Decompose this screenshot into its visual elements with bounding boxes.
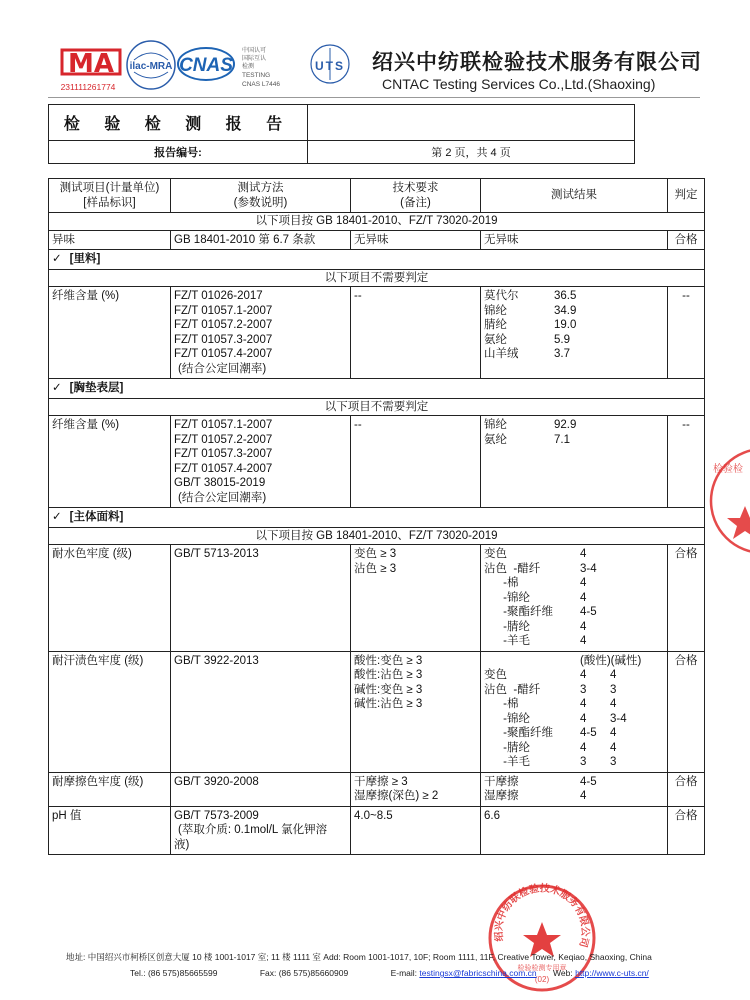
lining-req: -- [351,287,481,379]
report-title: 检 验 检 测 报 告 [49,105,308,141]
banner-no-judge-2: 以下项目不需要判定 [49,398,705,416]
chest-methods: FZ/T 01057.1-2007 FZ/T 01057.2-2007 FZ/T 01057.3-2007 FZ/T 01057.4-2007 GB/T 38015-2019 (结合公定回潮率) [171,416,351,508]
results-table [48,178,705,855]
check-icon: ✓ [52,382,62,394]
header-divider [48,97,700,98]
rub-req: 干摩擦 ≥ 3 湿摩擦(深色) ≥ 2 [351,772,481,806]
lining-judge: -- [668,287,705,379]
header-item: 测试项目(计量单位) [样品标识] [49,179,171,213]
table-header-row [49,179,705,213]
cnas-cn-3: 检测 [242,63,255,70]
uts-logo [308,42,352,92]
water-results: 变色 4 沾色 -醋纤 3-4 -棉 4 -锦纶 4 -聚酯纤维 4-5 -腈纶 4 -羊毛 4 [481,545,668,652]
header-req: 技术要求 (备注) [351,179,481,213]
section-lining: ✓ [里料] [49,250,705,270]
banner-standard-2: 以下项目按 GB 18401-2010、FZ/T 73020-2019 [49,527,705,545]
report-title-blank [308,105,635,141]
table-row [49,416,705,508]
cnas-cn-1: 中国认可 [242,47,267,54]
header-result: 测试结果 [481,179,668,213]
section-row [49,379,705,399]
ph-method: GB/T 7573-2009 (萃取介质: 0.1mol/L 氯化钾溶 液) [171,806,351,855]
cnas-testing: TESTING [242,72,271,79]
sweat-judge: 合格 [668,651,705,772]
odor-method: GB 18401-2010 第 6.7 条款 [171,230,351,250]
water-req: 变色 ≥ 3 沾色 ≥ 3 [351,545,481,652]
rub-method: GB/T 3920-2008 [171,772,351,806]
cnas-code: CNAS L7446 [242,81,280,88]
lining-results: 莫代尔 36.5 锦纶 34.9 腈纶 19.0 氨纶 5.9 山羊绒 3.7 [481,287,668,379]
chest-req: -- [351,416,481,508]
footer-email-label: E-mail: [390,968,420,978]
check-icon: ✓ [52,253,62,265]
footer-address: 地址: 中国绍兴市柯桥区创意大厦 10 楼 1001-1017 室; 11 楼 1111 室 Add: Room 1001-1017, 10F; Room 1111, 11F, Creative Tower, Keqiao, Shaoxing, China [66,952,652,962]
water-method: GB/T 5713-2013 [171,545,351,652]
sweat-req: 酸性:变色 ≥ 3 酸性:沾色 ≥ 3 碱性:变色 ≥ 3 碱性:沾色 ≥ 3 [351,651,481,772]
section-chest: ✓ [胸垫表层] [49,379,705,399]
sweat-item: 耐汗渍色牢度 (级) [49,651,171,772]
cma-logo-text: MA [68,49,114,79]
sweat-results: (酸性)(碱性) 变色 4 4 沾色 -醋纤 3 3 -棉 4 4 -锦纶 4 3-4 -聚酯纤维 4-5 4 -腈纶 4 4 -羊毛 3 3 [481,651,668,772]
odor-item: 异味 [49,230,171,250]
odor-judge: 合格 [668,230,705,250]
sweat-method: GB/T 3922-2013 [171,651,351,772]
rub-results: 干摩擦 4-5 湿摩擦 4 [481,772,668,806]
lining-methods: FZ/T 01026-2017 FZ/T 01057.1-2007 FZ/T 01057.2-2007 FZ/T 01057.3-2007 FZ/T 01057.4-2007 (结合公定回潮率) [171,287,351,379]
cma-logo [56,44,126,96]
header-judge: 判定 [668,179,705,213]
ph-result: 6.6 [481,806,668,855]
footer-contact [130,968,649,978]
odor-req: 无异味 [351,230,481,250]
table-row [49,230,705,250]
seal-sub-text: 检验检测专用章 [517,964,567,972]
page-info: 第 2 页，共 4 页 [308,141,635,164]
table-row [49,651,705,772]
chest-item: 纤维含量 (%) [49,416,171,508]
cma-number: 231111261774 [60,82,116,92]
lining-item: 纤维含量 (%) [49,287,171,379]
report-title-table [48,104,635,164]
banner-standard-1: 以下项目按 GB 18401-2010、FZ/T 73020-2019 [49,213,705,231]
cnas-logo-text: CNAS [179,55,233,76]
table-row [49,806,705,855]
chest-judge: -- [668,416,705,508]
table-row [49,398,705,416]
ph-req: 4.0~8.5 [351,806,481,855]
rub-judge: 合格 [668,772,705,806]
footer-web-link[interactable]: http://www.c-uts.cn/ [575,968,649,978]
water-item: 耐水色牢度 (级) [49,545,171,652]
report-number-label: 报告编号: [49,141,308,164]
company-name-en: CNTAC Testing Services Co.,Ltd.(Shaoxing) [382,76,656,92]
ph-item: pH 值 [49,806,171,855]
side-seal-stamp [705,446,750,556]
banner-no-judge-1: 以下项目不需要判定 [49,269,705,287]
section-row [49,250,705,270]
odor-result: 无异味 [481,230,668,250]
water-judge: 合格 [668,545,705,652]
cnas-cn-2: 国际互认 [242,55,267,62]
rub-item: 耐摩擦色牢度 (级) [49,772,171,806]
table-row [49,545,705,652]
ilac-mra-logo [124,38,178,92]
footer-email-link[interactable]: testingsx@fabricschina.com.cn [419,968,537,978]
seal-number: (02) [534,975,550,984]
side-seal-text: 检验检 [713,464,743,475]
table-row [49,287,705,379]
section-main-fabric: ✓ [主体面料] [49,508,705,528]
header-method: 测试方法 (参数说明) [171,179,351,213]
seal-company-text: 绍兴中纺联检验技术服务有限公司 [493,883,591,949]
chest-results: 锦纶 92.9 氨纶 7.1 [481,416,668,508]
cnas-logo [176,44,296,97]
table-row [49,213,705,231]
check-icon: ✓ [52,511,62,523]
ilac-logo-text: ilac-MRA [129,61,173,72]
uts-logo-text: UTS [315,59,345,73]
table-row [49,772,705,806]
footer-tel: Tel.: (86 575)85665599 [130,968,218,978]
section-row [49,508,705,528]
company-name-cn: 绍兴中纺联检验技术服务有限公司 [372,50,702,74]
table-row [49,527,705,545]
footer-web-label: Web: [553,968,576,978]
table-row [49,269,705,287]
ph-judge: 合格 [668,806,705,855]
footer-fax: Fax: (86 575)85660909 [259,968,349,978]
